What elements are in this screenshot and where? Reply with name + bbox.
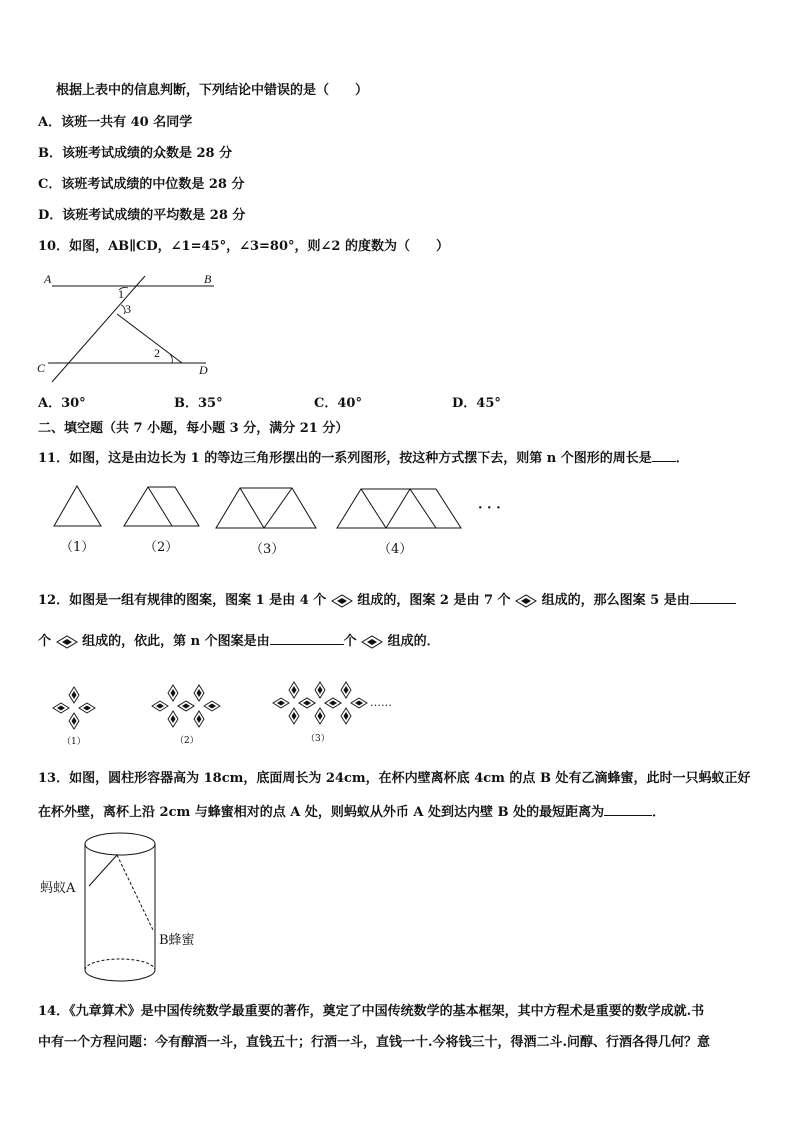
q13-label-honey: B蜂蜜: [159, 933, 195, 948]
q12-line2-a: 个: [38, 634, 52, 649]
q10-label-D: D: [199, 363, 208, 377]
q11-caption-2: （2）: [144, 540, 179, 555]
q13-line1: 13．如图，圆柱形容器高为 18cm，底面周长为 24cm，在杯内壁离杯底 4cm 的点 B 处有乙滴蜂蜜，此时一只蚂蚁正好: [38, 771, 751, 786]
q13-line2-end: ．: [652, 805, 666, 820]
q9-option-d: D．该班考试成绩的平均数是 28 分: [38, 208, 246, 223]
q11-caption-3: （3）: [250, 542, 285, 557]
q14-line1: 14．《九章算术》是中国传统数学最重要的著作，奠定了中国传统数学的基本框架，其中方程术是重要的数学成就.书: [38, 1004, 705, 1019]
q12-line1-b: 组成的，图案 2 是由 7 个: [357, 593, 511, 608]
q10-angle-1: 1: [118, 287, 124, 301]
q13-label-ant: 蚂蚁A: [40, 881, 76, 896]
q10-angle-3: 3: [125, 302, 131, 316]
q11-caption-4: （4）: [378, 542, 413, 557]
q10-option-c: C．40°: [314, 396, 362, 411]
q10-option-a: A．30°: [38, 396, 86, 411]
q12-caption-3: （3）: [306, 734, 330, 744]
q10-stem: 10．如图，AB∥CD，∠1=45°，∠3=80°，则∠2 的度数为（ ）: [38, 239, 449, 254]
q10-angle-2: 2: [154, 346, 160, 360]
q10-label-C: C: [37, 361, 46, 375]
q12-line2-c: 个: [343, 634, 357, 649]
q11-stem-text: 11．如图，这是由边长为 1 的等边三角形摆出的一系列图形，按这种方式摆下去，则第 n 个图形的周长是: [38, 451, 652, 466]
q10-label-A: A: [44, 272, 52, 286]
q9-option-a: A．该班一共有 40 名同学: [38, 115, 193, 130]
q12-line1-a: 12．如图是一组有规律的图案，图案 1 是由 4 个: [38, 593, 327, 608]
q11-ellipsis: · · ·: [478, 501, 501, 516]
q10-option-d: D．45°: [452, 396, 501, 411]
q9-option-c: C．该班考试成绩的中位数是 28 分: [38, 177, 245, 192]
q12-line2-b: 组成的，依此，第 n 个图案是由: [82, 634, 270, 649]
q12-caption-1: （1）: [62, 737, 86, 747]
q13-line2-text: 在杯外壁，离杯上沿 2cm 与蜂蜜相对的点 A 处，则蚂蚁从外币 A 处到达内壁 B 处的最短距离为: [38, 805, 605, 820]
q11-caption-1: （1）: [60, 540, 95, 555]
q12-caption-2: （2）: [175, 736, 199, 746]
q11-stem-end: ．: [675, 451, 689, 466]
q10-option-b: B．35°: [174, 396, 223, 411]
section-title: 二、填空题（共 7 小题，每小题 3 分，满分 21 分）: [38, 421, 349, 436]
q10-label-B: B: [204, 272, 212, 286]
q12-line1-c: 组成的，那么图案 5 是由: [541, 593, 690, 608]
q14-line2: 中有一个方程问题：今有醇酒一斗，直钱五十；行酒一斗，直钱一十.今将钱三十，得酒二斗.问醇、行酒各得几何？意: [38, 1035, 711, 1050]
q9-option-b: B．该班考试成绩的众数是 28 分: [38, 146, 233, 161]
q12-line2-d: 组成的．: [387, 634, 440, 649]
q9-stem: 根据上表中的信息判断，下列结论中错误的是（ ）: [56, 83, 369, 98]
q12-ellipsis: ……: [370, 696, 392, 709]
